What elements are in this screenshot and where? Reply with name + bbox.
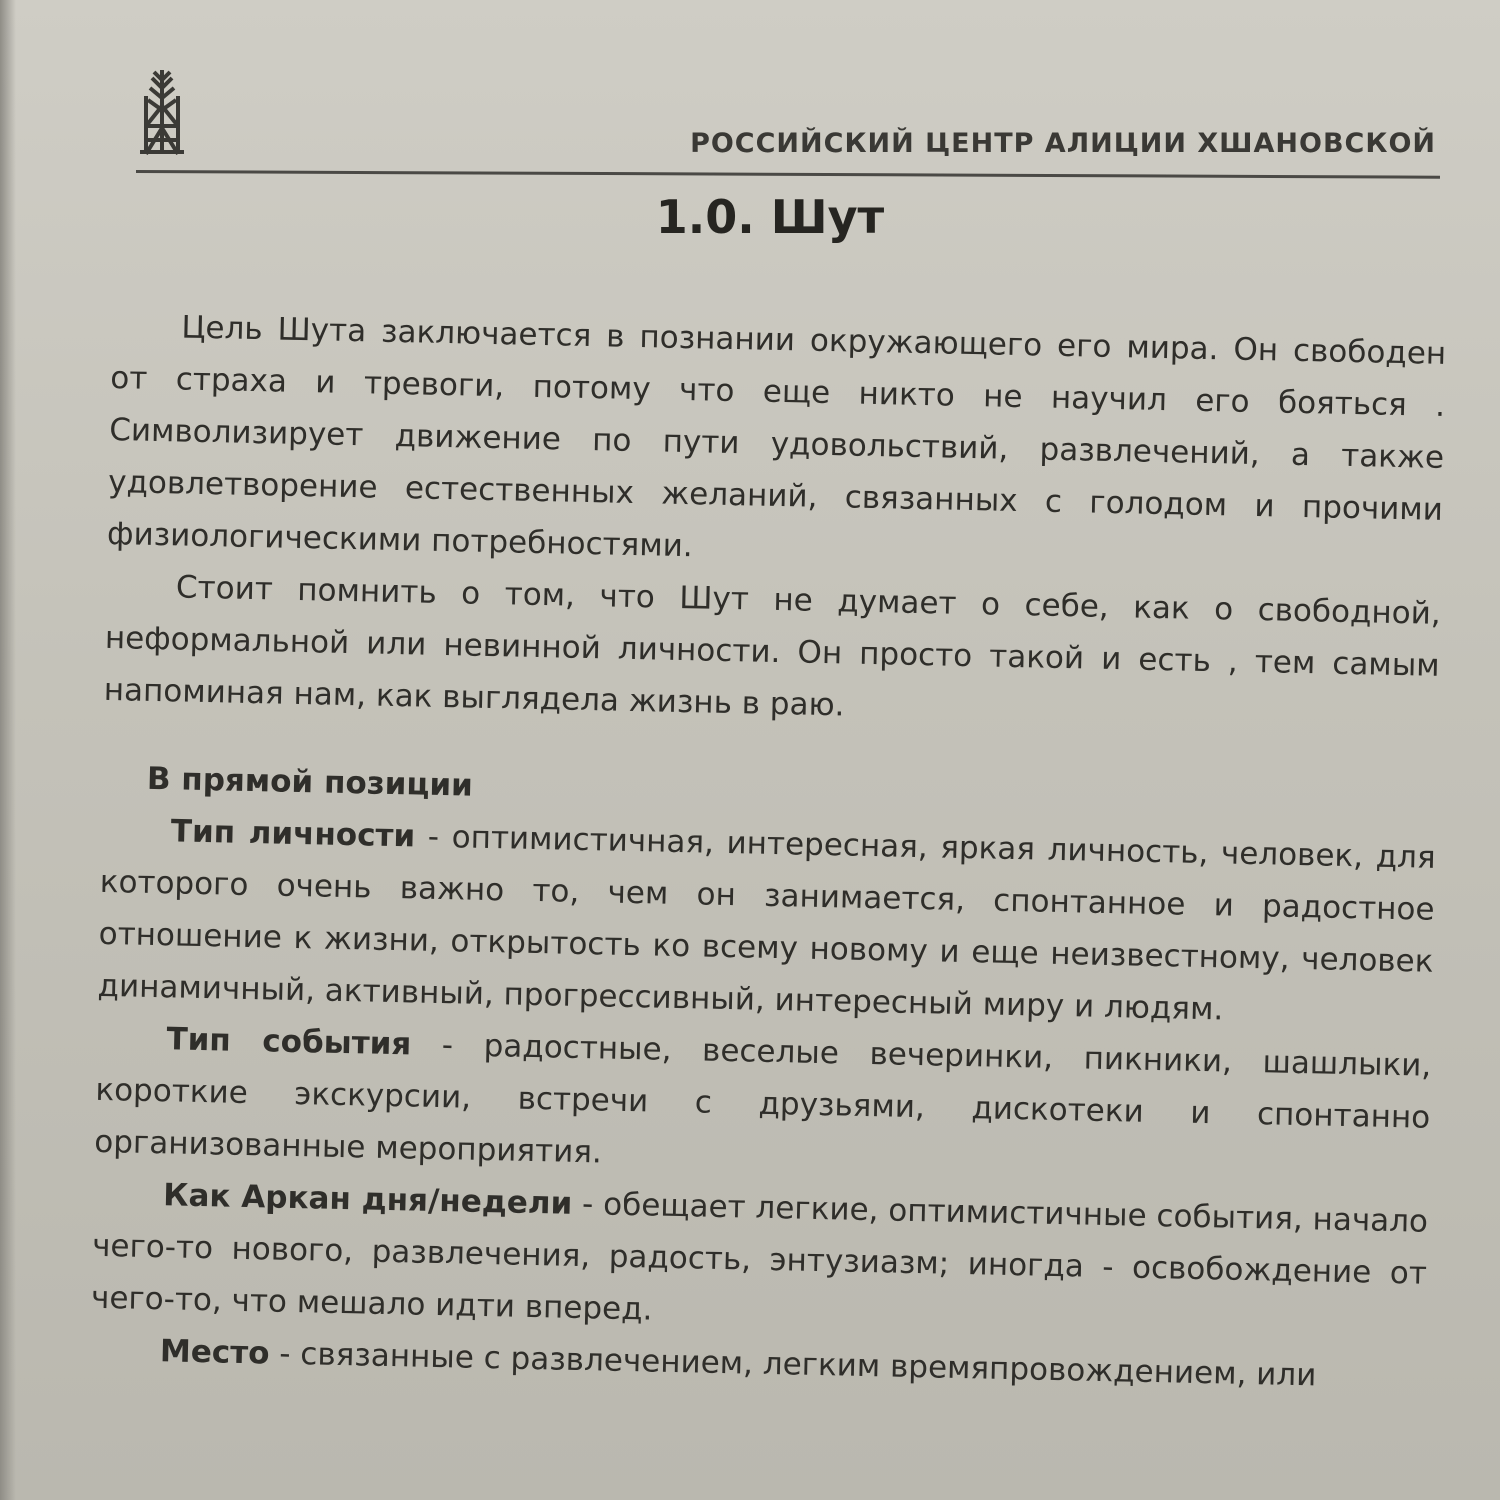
entry-text: оптимистичная, интересная, яркая личность, человек, для которого очень важно то, чем он занимается, спонтанное и радостное отношение к жизни, открытость ко всему новому и еще неизвестному, человек динамичный, активный, прогрессивный, интересный миру и людям. bbox=[97, 819, 1436, 1028]
header-rule bbox=[136, 170, 1440, 179]
section-title: 1.0. Шут bbox=[655, 190, 885, 244]
entry-arcana-day bbox=[91, 1168, 1429, 1352]
upright-heading: В прямой позиции bbox=[146, 760, 474, 804]
intro-paragraph-2: Стоит помнить о том, что Шут не думает о себе, как о свободной, неформальной или невинной личности. Он просто такой и есть , тем самым напоминая нам, как выглядела жизнь в раю. bbox=[103, 569, 1442, 724]
entry-separator: - bbox=[414, 818, 453, 856]
entry-term: Место bbox=[159, 1333, 270, 1372]
entry-separator: - bbox=[410, 1026, 485, 1064]
fern-logo-icon bbox=[132, 66, 192, 158]
entry-term: Как Аркан дня/недели bbox=[162, 1177, 573, 1222]
entry-term: Тип личности bbox=[170, 813, 416, 855]
running-header: РОССИЙСКИЙ ЦЕНТР АЛИЦИИ ХШАНОВСКОЙ bbox=[690, 128, 1436, 159]
body-text bbox=[89, 300, 1446, 1404]
intro-paragraph-1: Цель Шута заключается в познании окружающего его мира. Он свободен от страха и тревоги, потому что еще никто не научил его бояться . Символизирует движение по пути удовольствий, развлечений, а также удовлетворение естественных желаний, связанных с голодом и прочими физиологическими потребностями. bbox=[106, 309, 1447, 565]
entry-personality bbox=[97, 804, 1436, 1040]
entry-text: связанные с развлечением, легким времяпровождением, или bbox=[300, 1336, 1317, 1394]
entry-separator: - bbox=[269, 1335, 301, 1373]
entry-text: радостные, веселые вечеринки, пикники, шашлыки, короткие экскурсии, встречи с друзьями, дискотеки и спонтанно организованные мероприятия. bbox=[93, 1027, 1432, 1171]
entry-text: обещает легкие, оптимистичные события, начало чего-то нового, развлечения, радость, энтузиазм; иногда - освобождение от чего-то, что мешало идти вперед. bbox=[90, 1186, 1429, 1328]
entry-event bbox=[94, 1012, 1432, 1196]
entry-term: Тип события bbox=[166, 1021, 412, 1063]
entry-separator: - bbox=[571, 1185, 604, 1223]
